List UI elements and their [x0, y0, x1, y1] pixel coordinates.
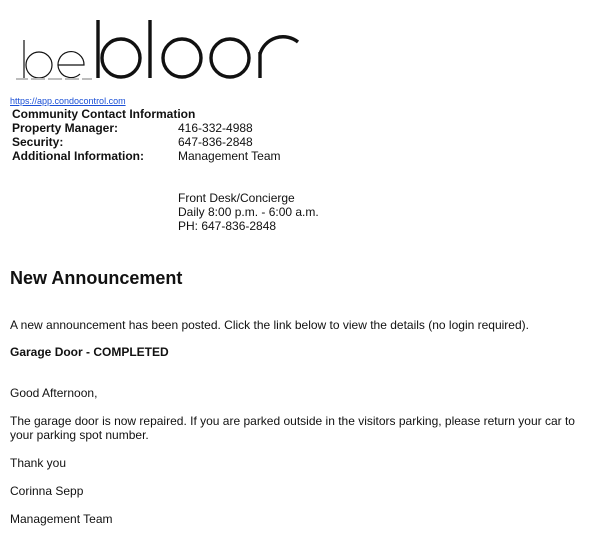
- contact-extra: [178, 191, 319, 233]
- contact-heading: Community Contact Information: [12, 107, 196, 121]
- contact-row-property-manager: [12, 121, 319, 135]
- contact-label: Additional Information:: [12, 149, 144, 163]
- greeting-text: Good Afternoon,: [10, 386, 98, 400]
- contact-value: Management Team: [178, 149, 281, 163]
- contact-label: Security:: [12, 135, 64, 149]
- announcement-subject: Garage Door - COMPLETED: [10, 345, 169, 359]
- condocontrol-link[interactable]: https://app.condocontrol.com: [10, 96, 126, 106]
- signature-team: Management Team: [10, 512, 113, 526]
- contact-row-additional: [12, 149, 319, 163]
- contact-extra-line: PH: 647-836-2848: [178, 219, 277, 233]
- message-text: The garage door is now repaired. If you are parked outside in the visitors parking, please return your car to your parking spot number.: [10, 414, 575, 442]
- announcement-intro: A new announcement has been posted. Click the link below to view the details (no login required).: [10, 318, 529, 332]
- thanks-text: Thank you: [10, 456, 67, 470]
- signature-name: Corinna Sepp: [10, 484, 84, 498]
- contact-extra-line: Daily 8:00 p.m. - 6:00 a.m.: [178, 205, 319, 219]
- contact-row-security: [12, 135, 319, 149]
- contact-info: [12, 107, 319, 233]
- bebloor-logo: [14, 16, 304, 88]
- contact-value: 416-332-4988: [178, 121, 253, 135]
- contact-value: 647-836-2848: [178, 135, 253, 149]
- contact-label: Property Manager:: [12, 121, 119, 135]
- announcement-title: New Announcement: [10, 268, 183, 288]
- contact-extra-line: Front Desk/Concierge: [178, 191, 295, 205]
